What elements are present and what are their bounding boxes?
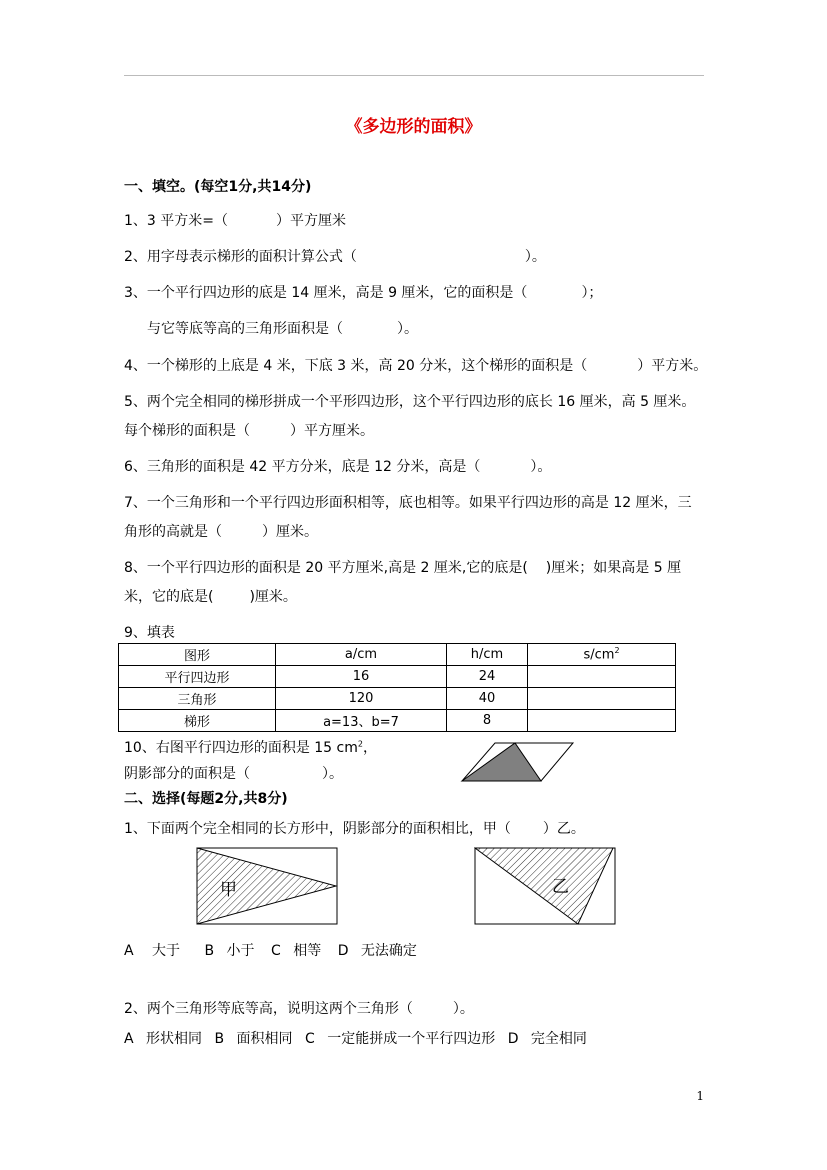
rectangle-yi-figure [474,847,616,925]
table-cell: 120 [276,688,447,710]
question-2: 2、用字母表示梯形的面积计算公式（ ）。 [124,249,546,265]
table-cell: 8 [447,710,528,732]
section1-heading: 一、填空。(每空1分,共14分) [124,179,312,195]
question-7-line1: 7、一个三角形和一个平行四边形面积相等，底也相等。如果平行四边形的高是 12 厘米，三 [124,495,692,511]
option-text: 大于 [152,943,181,959]
option-letter: D [507,1031,519,1047]
question-9-label: 9、填表 [124,625,175,641]
table-cell: 梯形 [119,710,276,732]
table-cell: 24 [447,666,528,688]
s2-q1-options [124,940,417,960]
question-8-line1: 8、一个平行四边形的面积是 20 平方厘米,高是 2 厘米,它的底是( )厘米；如果高是 5 厘 [124,560,682,576]
option-text: 无法确定 [360,943,417,959]
question-3b: 与它等底等高的三角形面积是（ ）。 [147,321,418,337]
page-number: 1 [696,1089,704,1103]
table-row [119,688,676,710]
option-text: 一定能拼成一个平行四边形 [327,1031,496,1047]
option-text: 形状相同 [146,1031,203,1047]
table-cell: a=13、b=7 [276,710,447,732]
option-text: 小于 [226,943,255,959]
fill-table [118,643,676,732]
question-6: 6、三角形的面积是 42 平方分米，底是 12 分米，高是（ ）。 [124,459,552,475]
page-title: 《多边形的面积》 [345,117,482,137]
option-letter: C [271,943,281,959]
option-letter: D [337,943,349,959]
table-cell: 40 [447,688,528,710]
option-text: 相等 [293,943,322,959]
header-rule [124,75,704,76]
table-row [119,710,676,732]
rectangle-jia-figure [196,847,338,925]
table-cell-blank [528,710,676,732]
option-letter: A [124,943,134,959]
table-cell-blank [528,666,676,688]
section2-heading: 二、选择(每题2分,共8分) [124,791,288,807]
table-cell: 三角形 [119,688,276,710]
s2-question-1: 1、下面两个完全相同的长方形中，阴影部分的面积相比，甲（ ）乙。 [124,821,585,837]
table-row [119,666,676,688]
question-8-line2: 米，它的底是( )厘米。 [124,589,297,605]
figure-label-jia: 甲 [220,880,237,900]
question-3: 3、一个平行四边形的底是 14 厘米，高是 9 厘米，它的面积是（ ）； [124,285,603,301]
option-text: 面积相同 [236,1031,293,1047]
question-5-line2: 每个梯形的面积是（ ）平方厘米。 [124,423,374,439]
option-letter: A [124,1031,134,1047]
option-letter: B [214,1031,225,1047]
table-header-row [119,644,676,666]
option-letter: B [204,943,215,959]
option-letter: C [305,1031,315,1047]
table-cell: 平行四边形 [119,666,276,688]
question-7-line2: 角形的高就是（ ）厘米。 [124,524,318,540]
figure-label-yi: 乙 [552,877,569,897]
table-header-cell: h/cm [447,644,528,666]
question-1: 1、3 平方米=（ ）平方厘米 [124,213,346,229]
option-text: 完全相同 [530,1031,587,1047]
question-10-line2: 阴影部分的面积是（ ）。 [124,766,343,782]
table-header-cell: $s/cm^2$ [528,644,676,666]
table-cell: 16 [276,666,447,688]
s2-question-2: 2、两个三角形等底等高，说明这两个三角形（ ）。 [124,1001,474,1017]
question-5-line1: 5、两个完全相同的梯形拼成一个平形四边形，这个平行四边形的底长 16 厘米，高 5 厘米。 [124,394,696,410]
s2-q2-options [124,1028,587,1048]
table-header-cell: 图形 [119,644,276,666]
table-header-cell: a/cm [276,644,447,666]
table-cell-blank [528,688,676,710]
parallelogram-figure [460,741,576,783]
question-10-line1: 10、右图平行四边形的面积是 15 $cm^2$， [124,739,377,756]
question-4: 4、一个梯形的上底是 4 米，下底 3 米，高 20 分米，这个梯形的面积是（ ）平方米。 [124,358,708,374]
